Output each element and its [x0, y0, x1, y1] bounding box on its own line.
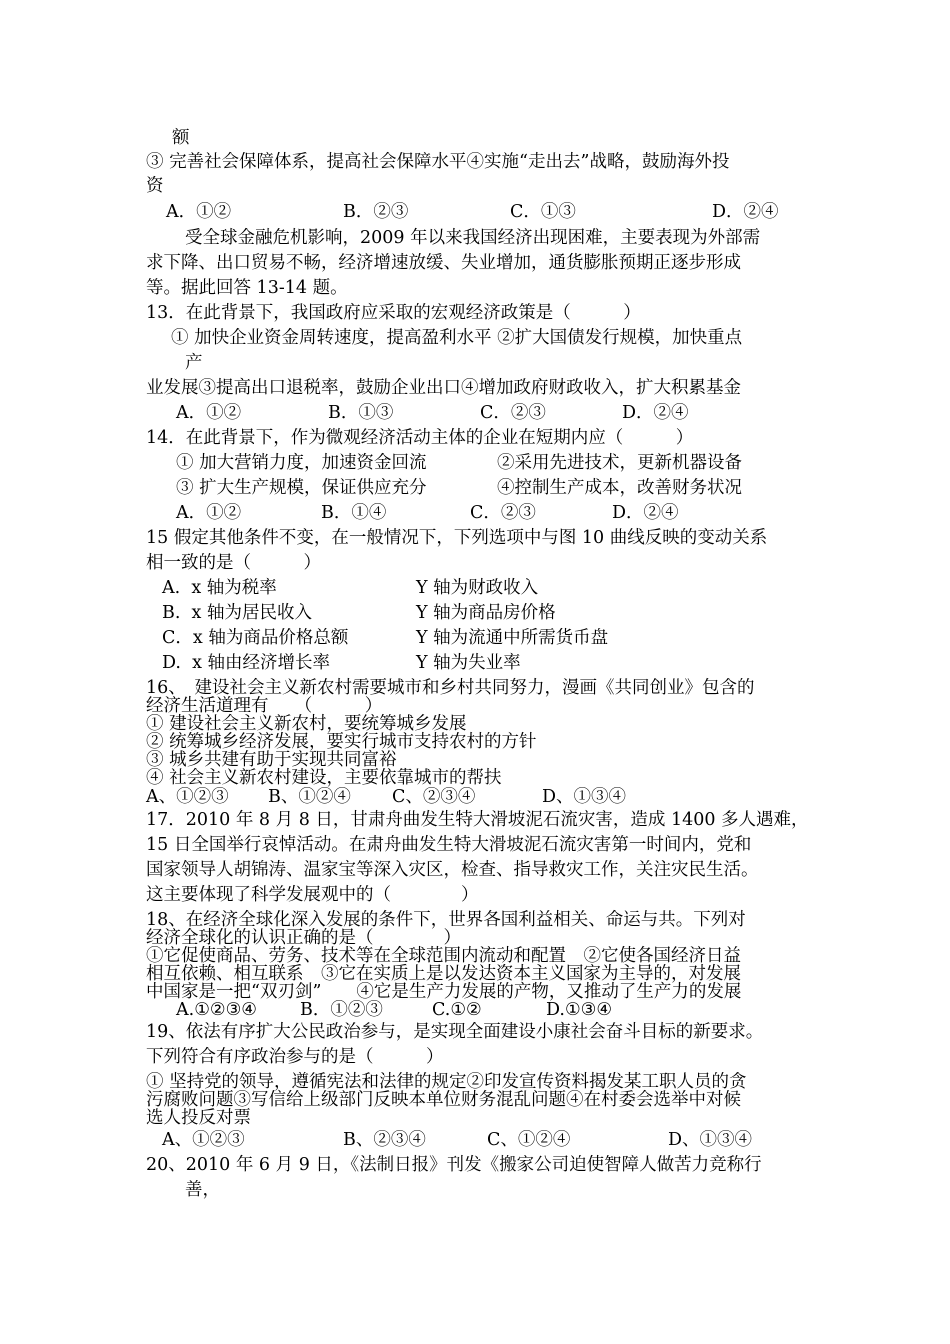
text-line: 中国家是一把“双刃剑” ④它是生产力发展的产物，又推动了生产力的发展	[146, 982, 742, 1002]
answer-option: B．②③	[343, 202, 409, 222]
text-line: 国家领导人胡锦涛、温家宝等深入灾区，检查、指导救灾工作，关注灾民生活。	[146, 860, 759, 880]
answer-option: A、①②③	[146, 787, 229, 807]
choice-item: ④控制生产成本，改善财务状况	[497, 478, 742, 498]
text-line: 15 日全国举行哀悼活动。在肃舟曲发生特大滑坡泥石流灾害第一时间内，党和	[146, 835, 752, 855]
answer-option: C．②③	[480, 403, 546, 423]
answer-option: B、②③④	[343, 1130, 426, 1150]
question-18: 18、在经济全球化深入发展的条件下，世界各国利益相关、命运与共。下列对	[146, 910, 746, 930]
answer-option: C.①②	[432, 1000, 482, 1020]
text-line: ② 统筹城乡经济发展，要实行城市支持农村的方针	[146, 732, 537, 752]
text-line: 善，	[185, 1180, 220, 1200]
text-line: ③ 完善社会保障体系，提高社会保障水平④实施“走出去”战略，鼓励海外投	[146, 152, 730, 172]
option-y: Y 轴为财政收入	[416, 578, 539, 598]
text-line: 下列符合有序政治参与的是（ ）	[146, 1047, 444, 1067]
answer-option: C．①③	[510, 202, 576, 222]
text-line: ③ 城乡共建有助于实现共同富裕	[146, 750, 397, 770]
answer-option: B．①③	[328, 403, 394, 423]
text-line: 求下降、出口贸易不畅，经济增速放缓、失业增加，通货膨胀预期正逐步形成	[146, 253, 741, 273]
question-19: 19、依法有序扩大公民政治参与，是实现全面建设小康社会奋斗目标的新要求。	[146, 1022, 764, 1042]
text-line: 资	[146, 176, 164, 196]
choice-item: ③ 扩大生产规模，保证供应充分	[176, 478, 427, 498]
question-14: 14．在此背景下，作为微观经济活动主体的企业在短期内应（ ）	[146, 428, 694, 448]
text-line: 污腐败问题③写信给上级部门反映本单位财务混乱问题④在村委会选举中对候	[146, 1090, 741, 1110]
text-line: 经济生活道理有 （ ）	[146, 696, 383, 716]
choice-item: ① 加大营销力度，加速资金回流	[176, 453, 427, 473]
option-x: D. x 轴由经济增长率	[162, 653, 331, 673]
answer-option: A、①②③	[162, 1130, 245, 1150]
text-line: ① 建设社会主义新农村，要统筹城乡发展	[146, 714, 467, 734]
answer-option: D．②④	[712, 202, 779, 222]
text-line: 这主要体现了科学发展观中的（ ）	[146, 885, 479, 905]
text-line: ① 加快企业资金周转速度，提高盈利水平 ②扩大国债发行规模，加快重点	[171, 328, 743, 348]
text-line: ①它促使商品、劳务、技术等在全球范围内流动和配置 ②它使各国经济日益	[146, 946, 741, 966]
text-line: ④ 社会主义新农村建设，主要依靠城市的帮扶	[146, 768, 502, 788]
answer-option: A．①②	[176, 503, 242, 523]
answer-option: A．①②	[166, 202, 232, 222]
text-line: ① 坚持党的领导，遵循宪法和法律的规定②印发宣传资料揭发某工职人员的贪	[146, 1072, 747, 1092]
text-line: 相互依赖、相互联系 ③它在实质上是以发达资本主义国家为主导的，对发展	[146, 964, 741, 984]
text-line: 受全球金融危机影响，2009 年以来我国经济出现困难，主要表现为外部需	[185, 228, 761, 248]
answer-option: B．①④	[321, 503, 387, 523]
question-17: 17．2010 年 8 月 8 日，甘肃舟曲发生特大滑坡泥石流灾害，造成 1400 多人遇难，	[146, 810, 809, 830]
answer-option: C、①②④	[487, 1130, 571, 1150]
answer-option: B．①②③	[300, 1000, 383, 1020]
answer-option: D．②④	[622, 403, 689, 423]
text-line: 相一致的是（ ）	[146, 553, 321, 573]
choice-item: ②采用先进技术，更新机器设备	[497, 453, 742, 473]
answer-option: A.①②③④	[176, 1000, 257, 1020]
answer-option: D．②④	[612, 503, 679, 523]
answer-option: D、①③④	[542, 787, 627, 807]
text-line: 等。据此回答 13-14 题。	[146, 278, 348, 298]
question-20: 20、2010 年 6 月 9 日，《法制日报》刊发《搬家公司迫使智障人做苦力竞称行	[146, 1155, 762, 1175]
text-line: 业发展③提高出口退税率，鼓励企业出口④增加政府财政收入，扩大积累基金	[146, 378, 741, 398]
answer-option: A．①②	[176, 403, 242, 423]
option-x: A. x 轴为税率	[162, 578, 277, 598]
option-y: Y 轴为失业率	[416, 653, 521, 673]
answer-option: C、②③④	[392, 787, 476, 807]
option-x: C．x 轴为商品价格总额	[162, 628, 349, 648]
text-line: 选人投反对票	[146, 1108, 251, 1128]
text-line: 额	[172, 128, 190, 148]
answer-option: B、①②④	[268, 787, 351, 807]
text-line: 经济全球化的认识正确的是（ ）	[146, 928, 461, 948]
question-16: 16、 建设社会主义新农村需要城市和乡村共同努力，漫画《共同创业》包含的	[146, 678, 755, 698]
question-15: 15 假定其他条件不变，在一般情况下，下列选项中与图 10 曲线反映的变动关系	[146, 528, 768, 548]
question-13: 13．在此背景下，我国政府应采取的宏观经济政策是（ ）	[146, 303, 641, 323]
answer-option: D.①③④	[546, 1000, 613, 1020]
option-y: Y 轴为流通中所需货币盘	[416, 628, 609, 648]
text-line: 产	[185, 353, 203, 373]
answer-option: C．②③	[470, 503, 536, 523]
option-y: Y 轴为商品房价格	[416, 603, 556, 623]
option-x: B. x 轴为居民收入	[162, 603, 312, 623]
answer-option: D、①③④	[668, 1130, 753, 1150]
